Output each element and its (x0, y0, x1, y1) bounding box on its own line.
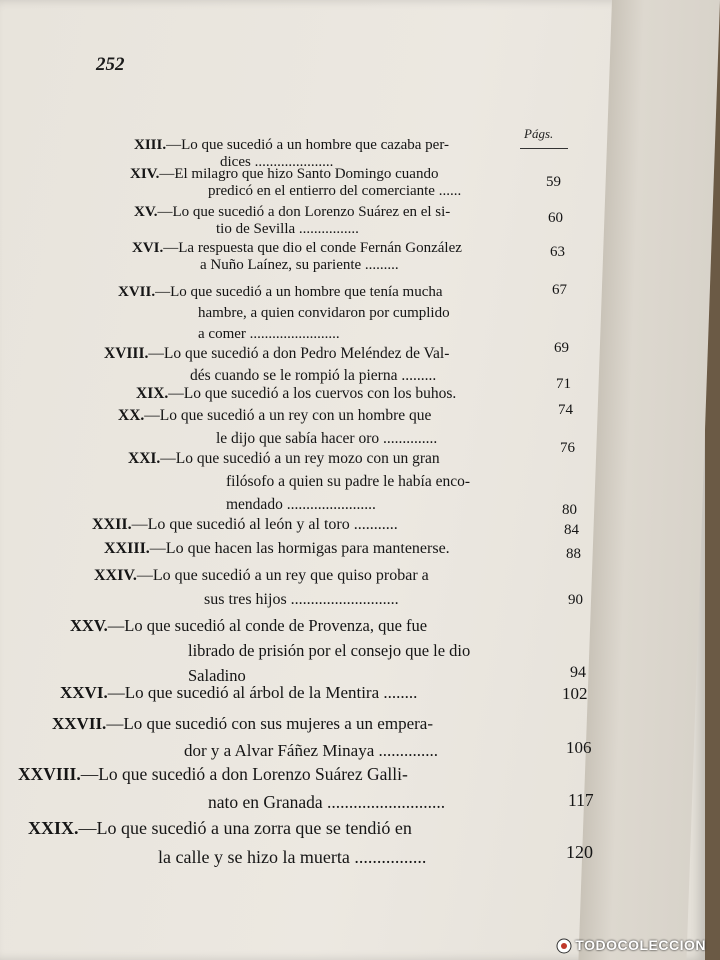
entry-title-cont: dor y a Alvar Fáñez Minaya .............. (184, 741, 438, 760)
entry-page: 63 (550, 244, 565, 260)
entry-title-cont: predicó en el entierro del comerciante ...... (208, 183, 462, 199)
entry-title: —Lo que sucedió a un hombre que cazaba per- (166, 137, 450, 153)
toc-entry (130, 166, 461, 200)
toc-entry (136, 385, 456, 403)
page-number: 252 (96, 54, 125, 75)
entry-page: 71 (556, 376, 571, 392)
entry-title: —Lo que sucedió a un rey mozo con un gran (160, 450, 440, 467)
entry-title-cont: la calle y se hizo la muerta ................ (158, 847, 427, 867)
entry-title-cont: dés cuando se le rompió la pierna ......... (190, 367, 437, 384)
toc-entry (132, 240, 462, 274)
pages-column-header: Págs. (524, 126, 554, 141)
entry-title-cont: filósofo a quien su padre le había enco- (226, 473, 471, 490)
entry-title: —Lo que sucedió al árbol de la Mentira ........ (107, 683, 418, 702)
entry-page: 59 (546, 174, 561, 190)
entry-title-cont: a Nuño Laínez, su pariente ......... (200, 257, 399, 273)
entry-page: 60 (548, 210, 563, 226)
toc-entry (28, 814, 426, 872)
chapter-numeral: XXIII. (104, 540, 150, 557)
chapter-numeral: XXVIII. (18, 764, 81, 784)
watermark-text: TODOCOLECCION (575, 936, 706, 953)
entry-page: 80 (562, 502, 577, 518)
chapter-numeral: XVI. (132, 240, 164, 256)
chapter-numeral: XIX. (136, 385, 169, 402)
entry-title: —Lo que sucedió a un hombre que tenía mucha (155, 284, 443, 300)
entry-title-cont: sus tres hijos ........................... (204, 591, 399, 608)
chapter-numeral: XXIV. (94, 567, 137, 584)
toc-entry (134, 204, 450, 238)
entry-page: 90 (568, 592, 583, 608)
toc-entry (128, 447, 470, 516)
toc-entry (92, 516, 398, 534)
toc-entry (94, 564, 429, 612)
entry-page: 117 (568, 790, 594, 810)
entry-page: 102 (562, 684, 588, 703)
entry-title-cont: a comer ........................ (198, 326, 340, 342)
chapter-numeral: XVIII. (104, 345, 149, 362)
entry-page: 84 (564, 522, 579, 538)
entry-title-cont: Saladino (188, 666, 246, 685)
chapter-numeral: XXI. (128, 450, 161, 467)
chapter-numeral: XXVII. (52, 714, 107, 733)
entry-page: 69 (554, 340, 569, 356)
entry-title: —Lo que sucedió a una zorra que se tendió en (78, 818, 412, 838)
chapter-numeral: XXV. (70, 616, 108, 635)
entry-title: —Lo que sucedió al conde de Provenza, que fue (107, 616, 428, 635)
toc-entry (118, 404, 437, 450)
chapter-numeral: XV. (134, 204, 158, 220)
entry-title: —Lo que sucedió a don Pedro Meléndez de Val- (148, 345, 450, 362)
entry-page: 88 (566, 546, 581, 562)
entry-title-cont: librado de prisión por el consejo que le dio (188, 641, 471, 660)
chapter-numeral: XXVI. (60, 683, 108, 702)
toc-entry (70, 613, 470, 688)
entry-page: 120 (566, 842, 593, 862)
entry-title-cont: nato en Granada ........................... (208, 792, 446, 812)
entry-title: —Lo que sucedió a un rey que quiso probar a (136, 567, 429, 584)
watermark-logo-icon (556, 938, 572, 954)
entry-title: —Lo que sucedió a un rey con un hombre que (144, 407, 432, 424)
toc-entry (104, 540, 450, 558)
chapter-numeral: XIV. (130, 166, 160, 182)
toc-entry (18, 760, 445, 816)
chapter-numeral: XXII. (92, 516, 132, 533)
toc-entry (60, 683, 417, 703)
entry-page: 76 (560, 440, 575, 456)
chapter-numeral: XVII. (118, 284, 156, 300)
entry-page: 74 (558, 402, 573, 418)
entry-title: —Lo que sucedió a los cuervos con los buhos. (168, 385, 457, 402)
entry-page: 67 (552, 282, 567, 298)
entry-page: 94 (570, 664, 586, 681)
entry-title: —El milagro que hizo Santo Domingo cuando (159, 166, 439, 182)
watermark (556, 937, 706, 954)
chapter-numeral: XXIX. (28, 818, 79, 838)
entry-title: —Lo que sucedió a don Lorenzo Suárez Galli- (80, 764, 408, 784)
toc-entry (52, 710, 438, 764)
toc-entry (104, 343, 449, 387)
header-rule (520, 148, 568, 149)
entry-title: —Lo que hacen las hormigas para mantenerse. (149, 540, 450, 557)
entry-title: —Lo que sucedió con sus mujeres a un empera- (106, 714, 433, 733)
entry-title-cont: hambre, a quien convidaron por cumplido (198, 305, 450, 321)
entry-title: —La respuesta que dio el conde Fernán González (163, 240, 462, 256)
entry-title-cont: dices ..................... (220, 154, 334, 170)
entry-page: 106 (566, 738, 592, 757)
chapter-numeral: XIII. (134, 137, 167, 153)
entry-title: —Lo que sucedió al león y al toro ........... (131, 516, 398, 533)
toc-entry (118, 282, 450, 345)
chapter-numeral: XX. (118, 407, 145, 424)
entry-title: —Lo que sucedió a don Lorenzo Suárez en el si- (157, 204, 451, 220)
entry-title-cont: tio de Sevilla ................ (216, 221, 359, 237)
entry-title-cont: mendado ....................... (226, 496, 376, 513)
entry-title-cont: le dijo que sabía hacer oro .............. (216, 430, 438, 447)
